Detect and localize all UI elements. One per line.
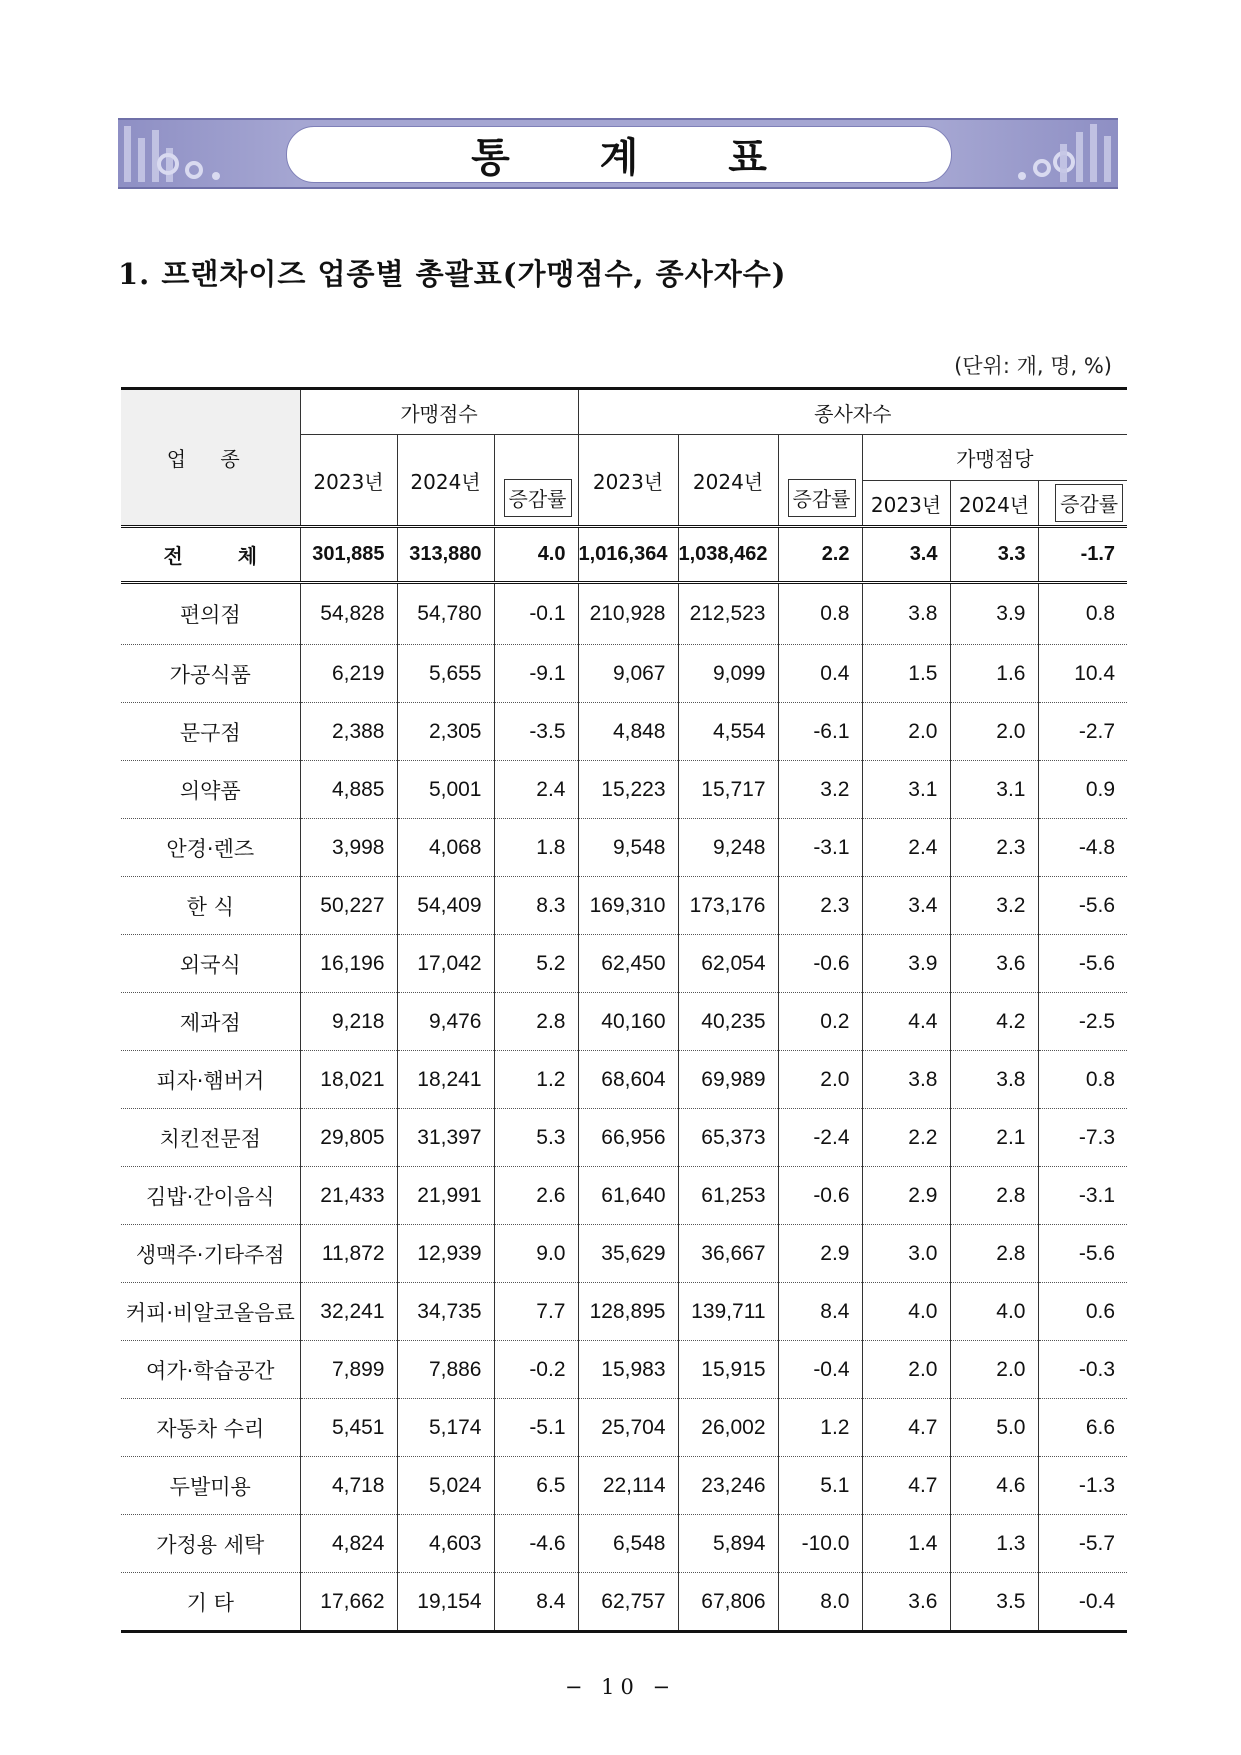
- employees-2023: 4,848: [578, 703, 678, 761]
- stores-2024: 12,939: [397, 1225, 494, 1283]
- per-store-2023: 1.4: [862, 1515, 950, 1573]
- stores-2023: 3,998: [300, 819, 397, 877]
- table-row: [121, 1399, 1127, 1457]
- stores-2024: 7,886: [397, 1341, 494, 1399]
- per-store-2024: 3.9: [950, 583, 1038, 645]
- stores-2023: 54,828: [300, 583, 397, 645]
- per-store-rate: -5.6: [1038, 1225, 1127, 1283]
- table-row: [121, 583, 1127, 645]
- header-employees-2024: 2024년: [678, 435, 778, 527]
- header-stores-2023: 2023년: [300, 435, 397, 527]
- employees-2024: 9,099: [678, 645, 778, 703]
- per-store-2023: 2.0: [862, 1341, 950, 1399]
- stores-rate: 1.8: [494, 819, 578, 877]
- table-row: [121, 819, 1127, 877]
- table-row: [121, 993, 1127, 1051]
- per-store-2023: 3.9: [862, 935, 950, 993]
- employees-2024: 4,554: [678, 703, 778, 761]
- stores-rate: 5.3: [494, 1109, 578, 1167]
- per-store-2024: 5.0: [950, 1399, 1038, 1457]
- table-row: [121, 1283, 1127, 1341]
- employees-2024: 15,915: [678, 1341, 778, 1399]
- header-stores-rate-label: 증감률: [504, 479, 572, 517]
- per-store-rate: -1.7: [1038, 527, 1127, 583]
- industry-label: 전 체: [121, 527, 300, 583]
- employees-2024: 36,667: [678, 1225, 778, 1283]
- employees-2024: 23,246: [678, 1457, 778, 1515]
- stores-2023: 301,885: [300, 527, 397, 583]
- employees-2023: 25,704: [578, 1399, 678, 1457]
- table-row: [121, 1051, 1127, 1109]
- per-store-2024: 1.6: [950, 645, 1038, 703]
- employees-rate: 3.2: [778, 761, 862, 819]
- per-store-2023: 2.9: [862, 1167, 950, 1225]
- stores-2023: 18,021: [300, 1051, 397, 1109]
- table-row: [121, 1515, 1127, 1573]
- header-per-store-2024: 2024년: [950, 481, 1038, 527]
- employees-2024: 139,711: [678, 1283, 778, 1341]
- per-store-2023: 2.0: [862, 703, 950, 761]
- employees-2024: 62,054: [678, 935, 778, 993]
- header-employees-2023: 2023년: [578, 435, 678, 527]
- stores-2023: 5,451: [300, 1399, 397, 1457]
- stores-2023: 7,899: [300, 1341, 397, 1399]
- employees-rate: 2.0: [778, 1051, 862, 1109]
- stores-rate: 4.0: [494, 527, 578, 583]
- employees-rate: 2.2: [778, 527, 862, 583]
- per-store-rate: 0.8: [1038, 1051, 1127, 1109]
- stores-rate: -3.5: [494, 703, 578, 761]
- per-store-rate: -0.3: [1038, 1341, 1127, 1399]
- per-store-2023: 2.2: [862, 1109, 950, 1167]
- stores-2024: 31,397: [397, 1109, 494, 1167]
- title-banner: [118, 118, 1118, 189]
- employees-2023: 22,114: [578, 1457, 678, 1515]
- employees-rate: 0.8: [778, 583, 862, 645]
- stores-rate: 1.2: [494, 1051, 578, 1109]
- industry-label: 기 타: [121, 1573, 300, 1632]
- stores-2024: 34,735: [397, 1283, 494, 1341]
- per-store-2023: 3.4: [862, 877, 950, 935]
- employees-2024: 26,002: [678, 1399, 778, 1457]
- stores-2023: 21,433: [300, 1167, 397, 1225]
- header-per-store-2023: 2023년: [862, 481, 950, 527]
- stores-2024: 5,001: [397, 761, 494, 819]
- employees-2024: 5,894: [678, 1515, 778, 1573]
- industry-label: 생맥주·기타주점: [121, 1225, 300, 1283]
- stores-2024: 4,068: [397, 819, 494, 877]
- industry-label: 제과점: [121, 993, 300, 1051]
- header-employees-rate: [778, 435, 862, 527]
- per-store-2023: 3.6: [862, 1573, 950, 1632]
- per-store-2024: 2.3: [950, 819, 1038, 877]
- section-title: 1. 프랜차이즈 업종별 총괄표(가맹점수, 종사자수): [118, 257, 787, 291]
- employees-2023: 62,450: [578, 935, 678, 993]
- per-store-2024: 2.8: [950, 1225, 1038, 1283]
- chart-bars-icon: [118, 120, 238, 187]
- stores-2023: 50,227: [300, 877, 397, 935]
- employees-2023: 66,956: [578, 1109, 678, 1167]
- header-employees-rate-label: 증감률: [788, 479, 856, 517]
- industry-label: 여가·학습공간: [121, 1341, 300, 1399]
- stores-rate: 9.0: [494, 1225, 578, 1283]
- banner-title: 통 계 표: [471, 135, 805, 181]
- employees-2023: 40,160: [578, 993, 678, 1051]
- stores-2024: 18,241: [397, 1051, 494, 1109]
- stores-2023: 2,388: [300, 703, 397, 761]
- per-store-2024: 2.0: [950, 1341, 1038, 1399]
- employees-2023: 15,223: [578, 761, 678, 819]
- employees-2023: 15,983: [578, 1341, 678, 1399]
- stores-rate: -4.6: [494, 1515, 578, 1573]
- employees-2023: 9,548: [578, 819, 678, 877]
- stores-2023: 16,196: [300, 935, 397, 993]
- employees-2023: 128,895: [578, 1283, 678, 1341]
- chart-bars-icon: [998, 120, 1118, 187]
- per-store-2024: 2.8: [950, 1167, 1038, 1225]
- per-store-2023: 3.0: [862, 1225, 950, 1283]
- stores-2024: 313,880: [397, 527, 494, 583]
- employees-rate: 0.2: [778, 993, 862, 1051]
- franchise-stats-table: [121, 387, 1127, 1633]
- employees-rate: 5.1: [778, 1457, 862, 1515]
- per-store-rate: -2.5: [1038, 993, 1127, 1051]
- per-store-2024: 4.6: [950, 1457, 1038, 1515]
- table-row: [121, 703, 1127, 761]
- industry-label: 가정용 세탁: [121, 1515, 300, 1573]
- header-per-store-group: 가맹점당: [862, 435, 1127, 481]
- stores-2024: 4,603: [397, 1515, 494, 1573]
- employees-rate: -2.4: [778, 1109, 862, 1167]
- employees-2023: 35,629: [578, 1225, 678, 1283]
- industry-label: 김밥·간이음식: [121, 1167, 300, 1225]
- industry-label: 안경·렌즈: [121, 819, 300, 877]
- employees-2024: 61,253: [678, 1167, 778, 1225]
- employees-rate: 2.9: [778, 1225, 862, 1283]
- per-store-2023: 4.0: [862, 1283, 950, 1341]
- per-store-2023: 4.7: [862, 1399, 950, 1457]
- industry-label: 의약품: [121, 761, 300, 819]
- table-row: [121, 877, 1127, 935]
- stores-2023: 9,218: [300, 993, 397, 1051]
- employees-rate: -0.6: [778, 1167, 862, 1225]
- per-store-rate: 0.8: [1038, 583, 1127, 645]
- per-store-rate: 0.9: [1038, 761, 1127, 819]
- stores-2023: 4,718: [300, 1457, 397, 1515]
- per-store-rate: 10.4: [1038, 645, 1127, 703]
- employees-2024: 67,806: [678, 1573, 778, 1632]
- table-row: [121, 1341, 1127, 1399]
- banner-title-pill: [286, 126, 952, 183]
- employees-rate: -0.4: [778, 1341, 862, 1399]
- table-row: [121, 935, 1127, 993]
- per-store-2023: 3.8: [862, 1051, 950, 1109]
- industry-label: 치킨전문점: [121, 1109, 300, 1167]
- stores-2023: 11,872: [300, 1225, 397, 1283]
- stores-2023: 17,662: [300, 1573, 397, 1632]
- per-store-2023: 4.7: [862, 1457, 950, 1515]
- table-row: [121, 761, 1127, 819]
- stores-rate: 2.8: [494, 993, 578, 1051]
- per-store-2024: 3.5: [950, 1573, 1038, 1632]
- per-store-2024: 2.1: [950, 1109, 1038, 1167]
- employees-rate: -0.6: [778, 935, 862, 993]
- per-store-rate: -2.7: [1038, 703, 1127, 761]
- per-store-2023: 3.8: [862, 583, 950, 645]
- stores-rate: 6.5: [494, 1457, 578, 1515]
- employees-2023: 210,928: [578, 583, 678, 645]
- table-row: [121, 645, 1127, 703]
- per-store-rate: -3.1: [1038, 1167, 1127, 1225]
- table-row: [121, 1167, 1127, 1225]
- per-store-2024: 3.1: [950, 761, 1038, 819]
- per-store-rate: -5.6: [1038, 935, 1127, 993]
- per-store-rate: -7.3: [1038, 1109, 1127, 1167]
- stores-2023: 32,241: [300, 1283, 397, 1341]
- stores-rate: 8.4: [494, 1573, 578, 1632]
- per-store-rate: -0.4: [1038, 1573, 1127, 1632]
- employees-2023: 169,310: [578, 877, 678, 935]
- per-store-2024: 4.0: [950, 1283, 1038, 1341]
- employees-2024: 40,235: [678, 993, 778, 1051]
- employees-2024: 69,989: [678, 1051, 778, 1109]
- industry-label: 외국식: [121, 935, 300, 993]
- unit-note: (단위: 개, 명, %): [954, 354, 1112, 378]
- employees-2024: 65,373: [678, 1109, 778, 1167]
- employees-2024: 9,248: [678, 819, 778, 877]
- stores-2024: 5,174: [397, 1399, 494, 1457]
- stores-rate: 5.2: [494, 935, 578, 993]
- stores-2024: 17,042: [397, 935, 494, 993]
- employees-rate: -10.0: [778, 1515, 862, 1573]
- stores-rate: -9.1: [494, 645, 578, 703]
- per-store-2023: 3.4: [862, 527, 950, 583]
- header-per-store-rate: [1038, 481, 1127, 527]
- per-store-rate: 0.6: [1038, 1283, 1127, 1341]
- per-store-2023: 2.4: [862, 819, 950, 877]
- stores-2024: 5,655: [397, 645, 494, 703]
- per-store-2024: 3.8: [950, 1051, 1038, 1109]
- per-store-2023: 4.4: [862, 993, 950, 1051]
- employees-2023: 68,604: [578, 1051, 678, 1109]
- stores-2024: 21,991: [397, 1167, 494, 1225]
- industry-label: 가공식품: [121, 645, 300, 703]
- table-row: [121, 1225, 1127, 1283]
- per-store-2024: 1.3: [950, 1515, 1038, 1573]
- per-store-2024: 3.3: [950, 527, 1038, 583]
- industry-label: 두발미용: [121, 1457, 300, 1515]
- per-store-rate: -1.3: [1038, 1457, 1127, 1515]
- employees-rate: 8.4: [778, 1283, 862, 1341]
- stores-2024: 2,305: [397, 703, 494, 761]
- total-row: [121, 527, 1127, 583]
- stores-2023: 4,824: [300, 1515, 397, 1573]
- per-store-2023: 3.1: [862, 761, 950, 819]
- table-row: [121, 1109, 1127, 1167]
- employees-2024: 173,176: [678, 877, 778, 935]
- header-employees-group: 종사자수: [578, 389, 1127, 435]
- employees-2024: 212,523: [678, 583, 778, 645]
- industry-label: 자동차 수리: [121, 1399, 300, 1457]
- industry-label: 편의점: [121, 583, 300, 645]
- per-store-2024: 4.2: [950, 993, 1038, 1051]
- employees-rate: -6.1: [778, 703, 862, 761]
- header-stores-2024: 2024년: [397, 435, 494, 527]
- employees-2023: 61,640: [578, 1167, 678, 1225]
- stores-2024: 54,409: [397, 877, 494, 935]
- stores-2023: 4,885: [300, 761, 397, 819]
- per-store-2024: 3.6: [950, 935, 1038, 993]
- stores-2024: 54,780: [397, 583, 494, 645]
- employees-2024: 15,717: [678, 761, 778, 819]
- employees-2023: 6,548: [578, 1515, 678, 1573]
- per-store-rate: -5.6: [1038, 877, 1127, 935]
- employees-rate: 1.2: [778, 1399, 862, 1457]
- header-stores-group: 가맹점수: [300, 389, 578, 435]
- employees-2024: 1,038,462: [678, 527, 778, 583]
- employees-rate: -3.1: [778, 819, 862, 877]
- table-row: [121, 1573, 1127, 1632]
- stores-rate: -0.2: [494, 1341, 578, 1399]
- stores-rate: 8.3: [494, 877, 578, 935]
- per-store-rate: -5.7: [1038, 1515, 1127, 1573]
- per-store-2024: 2.0: [950, 703, 1038, 761]
- per-store-rate: 6.6: [1038, 1399, 1127, 1457]
- per-store-2023: 1.5: [862, 645, 950, 703]
- stores-rate: 7.7: [494, 1283, 578, 1341]
- header-stores-rate: [494, 435, 578, 527]
- industry-label: 커피·비알코올음료: [121, 1283, 300, 1341]
- industry-label: 한 식: [121, 877, 300, 935]
- stores-rate: 2.6: [494, 1167, 578, 1225]
- table-row: [121, 1457, 1127, 1515]
- employees-rate: 2.3: [778, 877, 862, 935]
- employees-2023: 62,757: [578, 1573, 678, 1632]
- stores-2024: 19,154: [397, 1573, 494, 1632]
- stores-2023: 29,805: [300, 1109, 397, 1167]
- stores-2024: 9,476: [397, 993, 494, 1051]
- page-number: − 10 −: [564, 1675, 677, 1699]
- header-per-store-rate-label: 증감률: [1055, 484, 1123, 522]
- stores-rate: -5.1: [494, 1399, 578, 1457]
- stores-2023: 6,219: [300, 645, 397, 703]
- employees-rate: 8.0: [778, 1573, 862, 1632]
- employees-rate: 0.4: [778, 645, 862, 703]
- per-store-2024: 3.2: [950, 877, 1038, 935]
- industry-label: 문구점: [121, 703, 300, 761]
- employees-2023: 9,067: [578, 645, 678, 703]
- stores-rate: -0.1: [494, 583, 578, 645]
- header-industry: 업 종: [121, 389, 300, 527]
- employees-2023: 1,016,364: [578, 527, 678, 583]
- per-store-rate: -4.8: [1038, 819, 1127, 877]
- industry-label: 피자·햄버거: [121, 1051, 300, 1109]
- stores-2024: 5,024: [397, 1457, 494, 1515]
- stores-rate: 2.4: [494, 761, 578, 819]
